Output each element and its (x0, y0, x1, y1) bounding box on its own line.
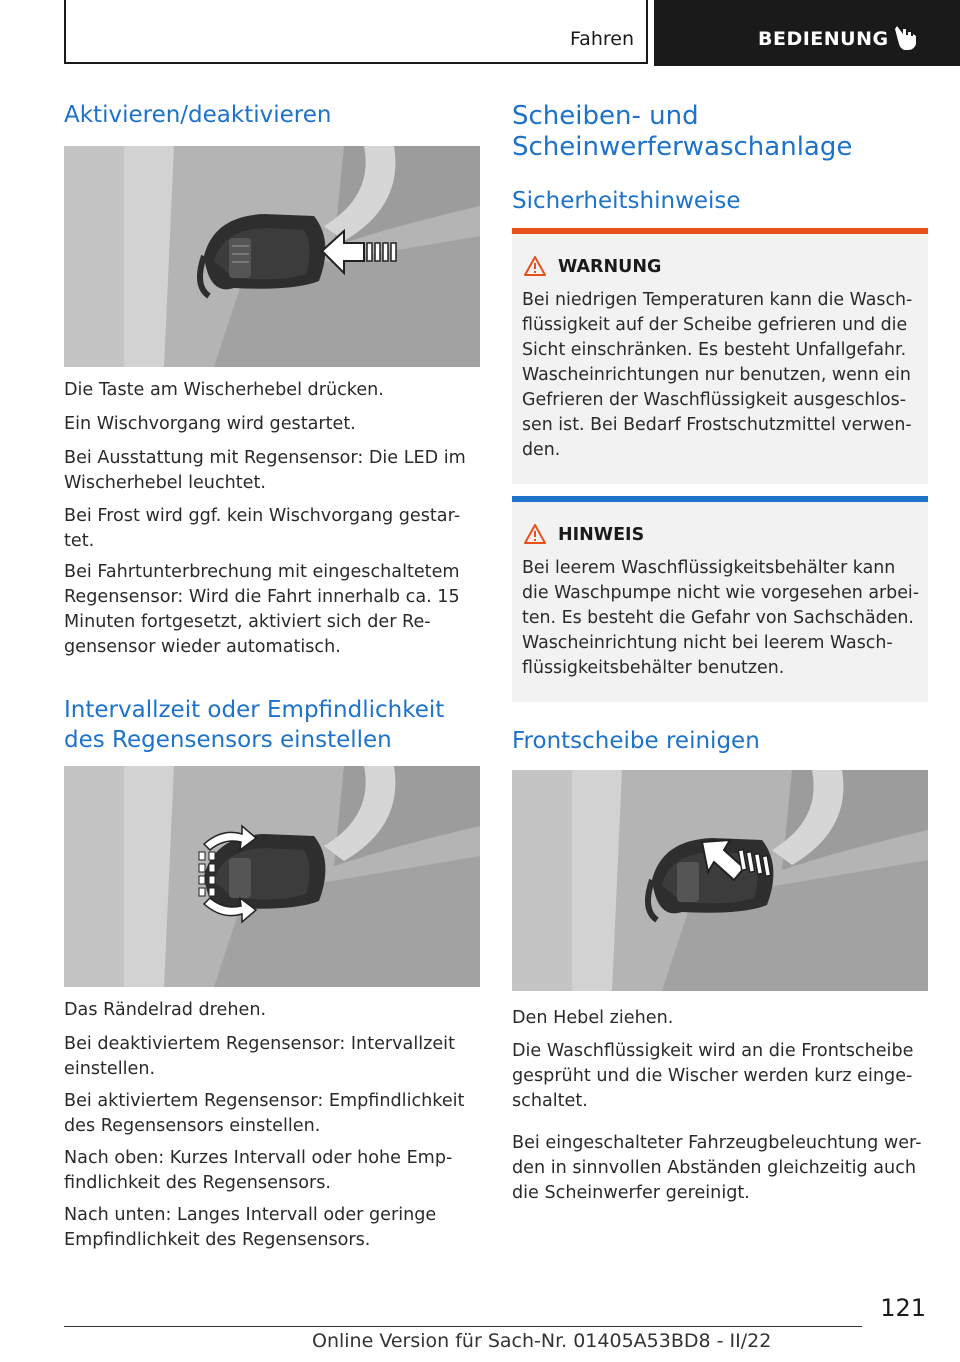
hint-box (512, 496, 928, 702)
text-fluid-sprayed: Die Waschflüssigkeit wird an die Frontscheibe gesprüht und die Wischer werden kurz einge-schaltet. (512, 1041, 914, 1111)
text-wipe-started: Ein Wischvorgang wird gestartet. (64, 414, 356, 434)
heading-interval: Intervallzeit oder Empfindlichkeit des Regensensors einstellen (64, 697, 445, 753)
header-section-label: Fahren (570, 28, 634, 50)
text-headlights-cleaned: Bei eingeschalteter Fahrzeugbeleuchtung wer-den in sinnvollen Abständen gleichzeitig auch die Scheinwerfer gereinigt. (512, 1133, 922, 1203)
text-down-direction: Nach unten: Langes Intervall oder geringe Empfindlichkeit des Regensensors. (64, 1205, 437, 1250)
header-chapter-tab (654, 0, 960, 66)
page-number: 121 (880, 1294, 926, 1322)
header-chapter-label: BEDIENUNG (758, 28, 889, 50)
text-trip-interruption: Bei Fahrtunterbrechung mit eingeschaltetem Regensensor: Wird die Fahrt innerhalb ca. 15 Minuten fortgesetzt, aktiviert sich der Re-gensensor wieder automatisch. (64, 562, 460, 657)
warning-text: Bei niedrigen Temperaturen kann die Wasch-flüssigkeit auf der Scheibe gefrieren und die Sicht einschränken. Es besteht Unfallgefahr. Wascheinrichtungen nur benutzen, wenn ein Gefrieren der Waschflüssigkeit ausgeschlos-sen ist. Bei Bedarf Frostschutzmittel verwen-den. (522, 290, 913, 460)
heading-activate: Aktivieren/deaktivieren (64, 102, 332, 128)
hint-triangle-icon (524, 524, 546, 544)
text-pull-lever: Den Hebel ziehen. (512, 1008, 674, 1028)
photo-thumbwheel-drawing (64, 766, 480, 987)
hint-title: HINWEIS (558, 525, 645, 545)
text-up-direction: Nach oben: Kurzes Intervall oder hohe Emp-findlichkeit des Regensensors. (64, 1148, 453, 1193)
photo-pull-lever-drawing (512, 770, 928, 991)
text-turn-wheel: Das Rändelrad drehen. (64, 1000, 267, 1020)
photo-wiper-button (64, 146, 480, 367)
hint-bar (512, 496, 928, 502)
warning-title: WARNUNG (558, 257, 662, 277)
text-led-rain-sensor: Bei Ausstattung mit Regensensor: Die LED im Wischerhebel leuchtet. (64, 448, 466, 493)
text-frost: Bei Frost wird ggf. kein Wischvorgang gestar-tet. (64, 506, 461, 551)
hint-text: Bei leerem Waschflüssigkeitsbehälter kann die Waschpumpe nicht wie vorgesehen arbei-ten. Es besteht die Gefahr von Sachschäden. Wascheinrichtung nicht bei leerem Wasch-flüssigkeitsbehälter benutzen. (522, 558, 920, 678)
warning-triangle-icon (524, 256, 546, 276)
text-set-sensitivity: Bei aktiviertem Regensensor: Empfindlichkeit des Regensensors einstellen. (64, 1091, 465, 1136)
heading-washer-system: Scheiben- und Scheinwerferwaschanlage (512, 101, 853, 162)
footer-online-version: Online Version für Sach-Nr. 01405A53BD8 - II/22 (312, 1330, 772, 1352)
photo-pull-lever (512, 770, 928, 991)
photo-thumbwheel (64, 766, 480, 987)
photo-wiper-button-drawing (64, 146, 480, 367)
warning-box (512, 228, 928, 484)
heading-clean-windshield: Frontscheibe reinigen (512, 728, 760, 754)
hand-pointer-icon (894, 24, 918, 52)
warning-bar (512, 228, 928, 234)
header-section-tab (64, 0, 648, 64)
text-set-interval: Bei deaktiviertem Regensensor: Intervallzeit einstellen. (64, 1034, 455, 1079)
footer-rule (64, 1326, 862, 1327)
heading-safety-notes: Sicherheitshinweise (512, 188, 741, 214)
text-press-button: Die Taste am Wischerhebel drücken. (64, 380, 384, 400)
